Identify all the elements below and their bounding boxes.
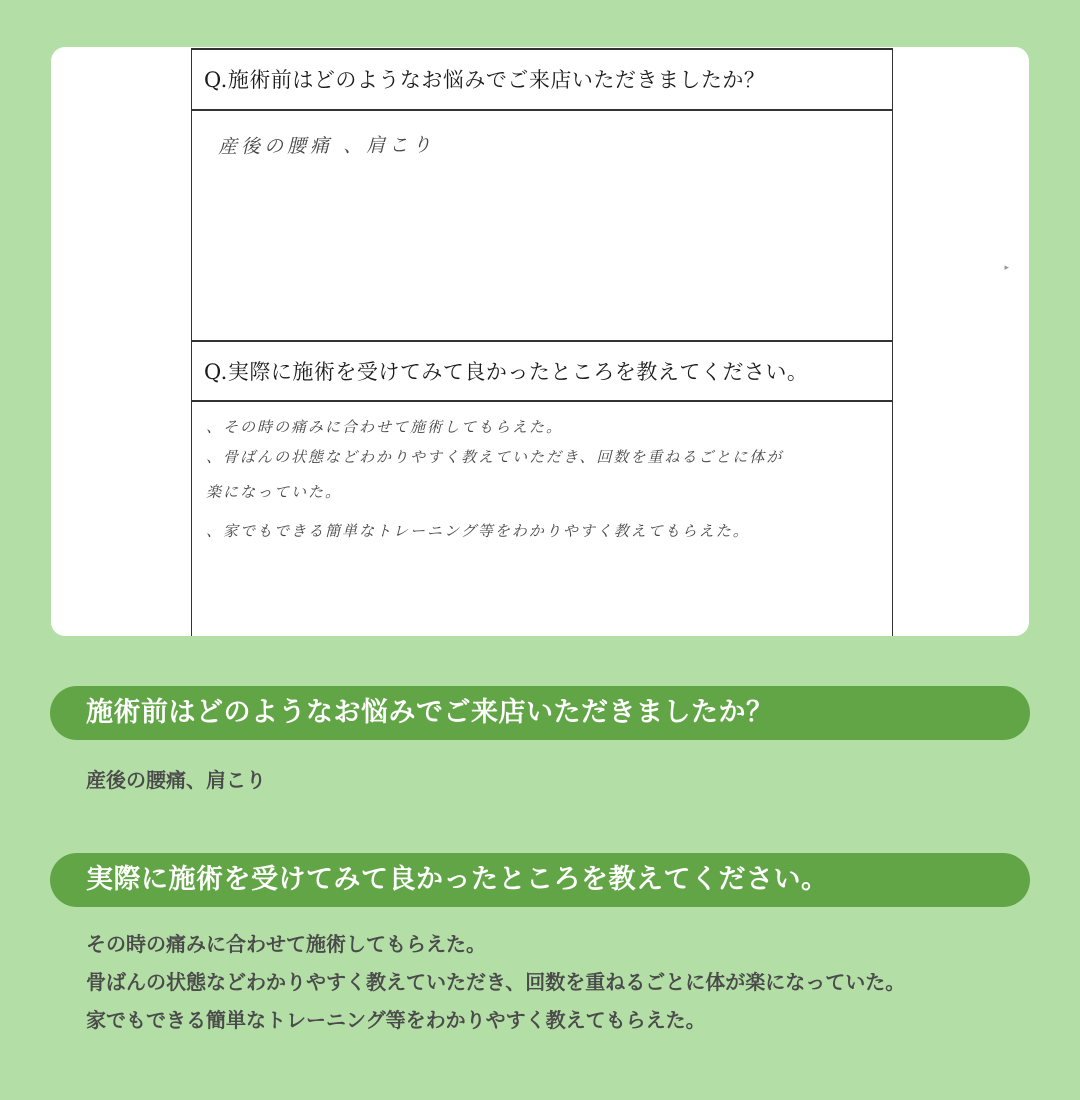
- handwritten-answer-line: 、その時の痛みに合わせて施術してもらえた。: [206, 418, 564, 436]
- handwritten-answer-line: 楽になっていた。: [206, 483, 343, 501]
- handwritten-answer-line: 、骨ばんの状態などわかりやすく教えていただき、回数を重ねるごとに体が: [206, 448, 784, 466]
- scan-speck: ▸: [1004, 263, 1009, 273]
- scanned-questionnaire-image: [51, 47, 1029, 636]
- handwritten-answer-line: 、家でもできる簡単なトレーニング等をわかりやすく教えてもらえた。: [206, 522, 750, 540]
- questionnaire-form: [191, 48, 893, 636]
- answer-1-line: 産後の腰痛、肩こり: [86, 768, 266, 792]
- form-question-1: Q.施術前はどのようなお悩みでご来店いただきましたか？: [204, 68, 766, 92]
- form-divider: [192, 48, 892, 50]
- form-divider: [192, 340, 892, 342]
- handwritten-answer-1: 産後の腰痛 、肩こり: [217, 134, 436, 158]
- form-divider: [192, 109, 892, 111]
- form-question-2: Q.実際に施術を受けてみて良かったところを教えてください。: [204, 360, 809, 384]
- answer-2-line: 家でもできる簡単なトレーニング等をわかりやすく教えてもらえた。: [86, 1008, 706, 1032]
- question-bar-1: 施術前はどのようなお悩みでご来店いただきましたか？: [50, 686, 1030, 740]
- form-divider: [192, 400, 892, 402]
- answer-2-line: その時の痛みに合わせて施術してもらえた。: [86, 932, 486, 956]
- answer-2-line: 骨ばんの状態などわかりやすく教えていただき、回数を重ねるごとに体が楽になっていた。: [86, 970, 906, 994]
- question-bar-2: 実際に施術を受けてみて良かったところを教えてください。: [50, 853, 1030, 907]
